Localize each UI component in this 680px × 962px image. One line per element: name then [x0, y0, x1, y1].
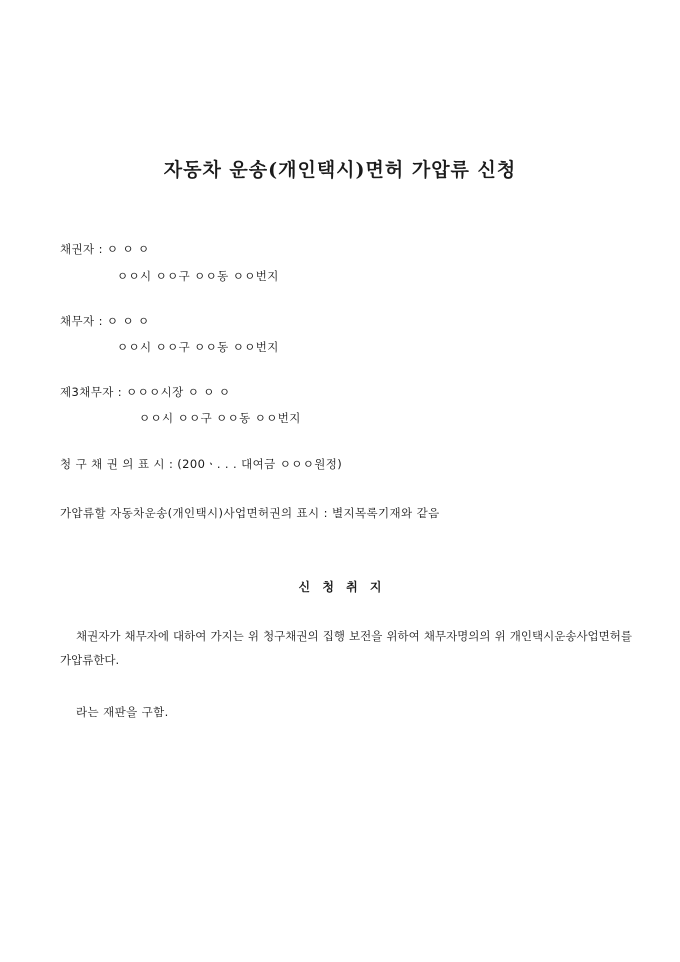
section-heading: 신 청 취 지: [298, 580, 382, 594]
debtor-address: ㅇㅇ시 ㅇㅇ구 ㅇㅇ동 ㅇㅇ번지: [117, 340, 279, 354]
closing-line: 라는 재판을 구함.: [76, 705, 169, 719]
seizure-target-line: 가압류할 자동차운송(개인택시)사업면허권의 표시 : 별지목록기재와 같음: [60, 506, 440, 520]
purpose-paragraph: 채권자가 채무자에 대하여 가지는 위 청구채권의 집행 보전을 위하여 채무자명의의 위 개인택시운송사업면허를 가압류한다.: [60, 629, 632, 667]
third-debtor-address: ㅇㅇ시 ㅇㅇ구 ㅇㅇ동 ㅇㅇ번지: [139, 411, 301, 425]
claim-line: 청 구 채 권 의 표 시 : (200ㆍ. . . 대여금 ㅇㅇㅇ원정): [60, 457, 343, 471]
third-debtor-line: 제3채무자 : ㅇㅇㅇ시장 ㅇ ㅇ ㅇ: [60, 385, 231, 399]
creditor-line: 채권자 : ㅇ ㅇ ㅇ: [60, 242, 150, 256]
debtor-line: 채무자 : ㅇ ㅇ ㅇ: [60, 314, 150, 328]
creditor-address: ㅇㅇ시 ㅇㅇ구 ㅇㅇ동 ㅇㅇ번지: [117, 269, 279, 283]
document-title: 자동차 운송(개인택시)면허 가압류 신청: [163, 159, 517, 181]
